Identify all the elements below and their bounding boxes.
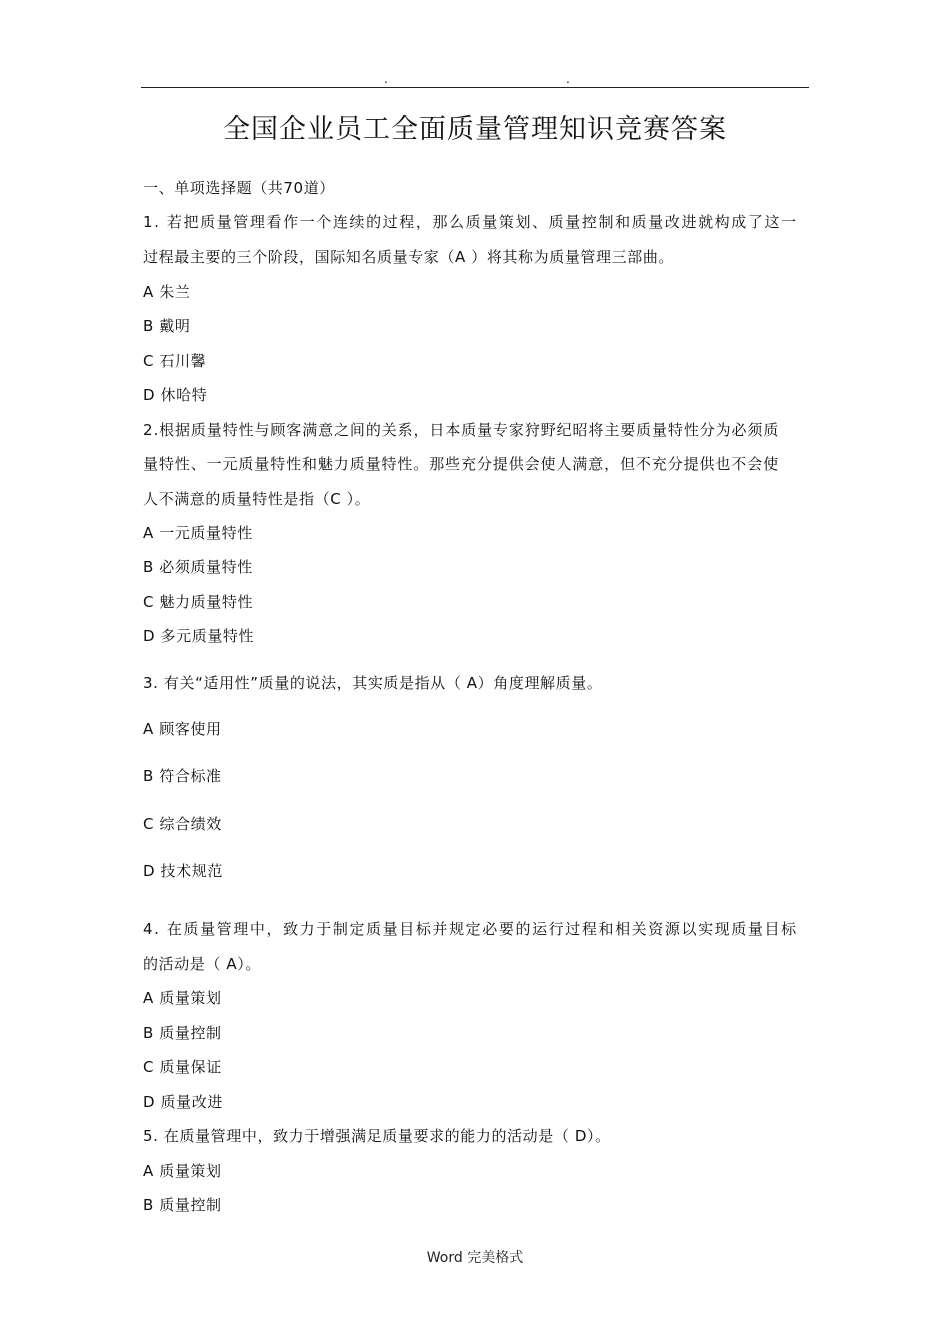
question-3-line-1: 3. 有关“适用性”质量的说法，其实质是指从（ A）角度理解质量。 xyxy=(143,674,603,692)
question-5-option-a: A 质量策划 xyxy=(143,1162,222,1180)
question-5-option-b: B 质量控制 xyxy=(143,1196,222,1214)
question-2-option-c: C 魅力质量特性 xyxy=(143,593,254,611)
header-dot-right: . xyxy=(566,72,570,86)
question-2-line-2: 量特性、一元质量特性和魅力质量特性。那些充分提供会使人满意，但不充分提供也不会使 xyxy=(143,455,780,473)
header-dot-left: . xyxy=(384,72,388,86)
question-4-line-2: 的活动是（ A）。 xyxy=(143,955,261,973)
question-1-option-b: B 戴明 xyxy=(143,317,191,335)
question-1-line-1: 1. 若把质量管理看作一个连续的过程，那么质量策划、质量控制和质量改进就构成了这一 xyxy=(143,213,798,231)
question-3-option-c: C 综合绩效 xyxy=(143,815,222,833)
question-4-option-a: A 质量策划 xyxy=(143,989,222,1007)
question-3-option-b: B 符合标准 xyxy=(143,767,222,785)
question-2-option-d: D 多元质量特性 xyxy=(143,627,255,645)
question-2-line-1: 2.根据质量特性与顾客满意之间的关系，日本质量专家狩野纪昭将主要质量特性分为必须质 xyxy=(143,421,780,439)
question-2-line-3: 人不满意的质量特性是指（C ）。 xyxy=(143,490,371,508)
question-4-option-b: B 质量控制 xyxy=(143,1024,222,1042)
question-5-line-1: 5. 在质量管理中，致力于增强满足质量要求的能力的活动是（ D）。 xyxy=(143,1127,611,1145)
question-1-option-a: A 朱兰 xyxy=(143,283,191,301)
question-3-option-d: D 技术规范 xyxy=(143,862,223,880)
question-3-option-a: A 顾客使用 xyxy=(143,720,222,738)
document-title: 全国企业员工全面质量管理知识竞赛答案 xyxy=(223,114,727,145)
question-4-line-1: 4. 在质量管理中，致力于制定质量目标并规定必要的运行过程和相关资源以实现质量目标 xyxy=(143,920,798,938)
question-2-option-a: A 一元质量特性 xyxy=(143,524,253,542)
section-heading: 一、单项选择题（共70道） xyxy=(143,179,335,197)
question-4-option-c: C 质量保证 xyxy=(143,1058,222,1076)
question-1-option-c: C 石川馨 xyxy=(143,352,207,370)
question-2-option-b: B 必须质量特性 xyxy=(143,558,253,576)
question-4-option-d: D 质量改进 xyxy=(143,1093,223,1111)
page-footer: Word 完美格式 xyxy=(426,1250,524,1266)
question-1-option-d: D 休哈特 xyxy=(143,386,208,404)
question-1-line-2: 过程最主要的三个阶段，国际知名质量专家（A ）将其称为质量管理三部曲。 xyxy=(143,248,675,266)
